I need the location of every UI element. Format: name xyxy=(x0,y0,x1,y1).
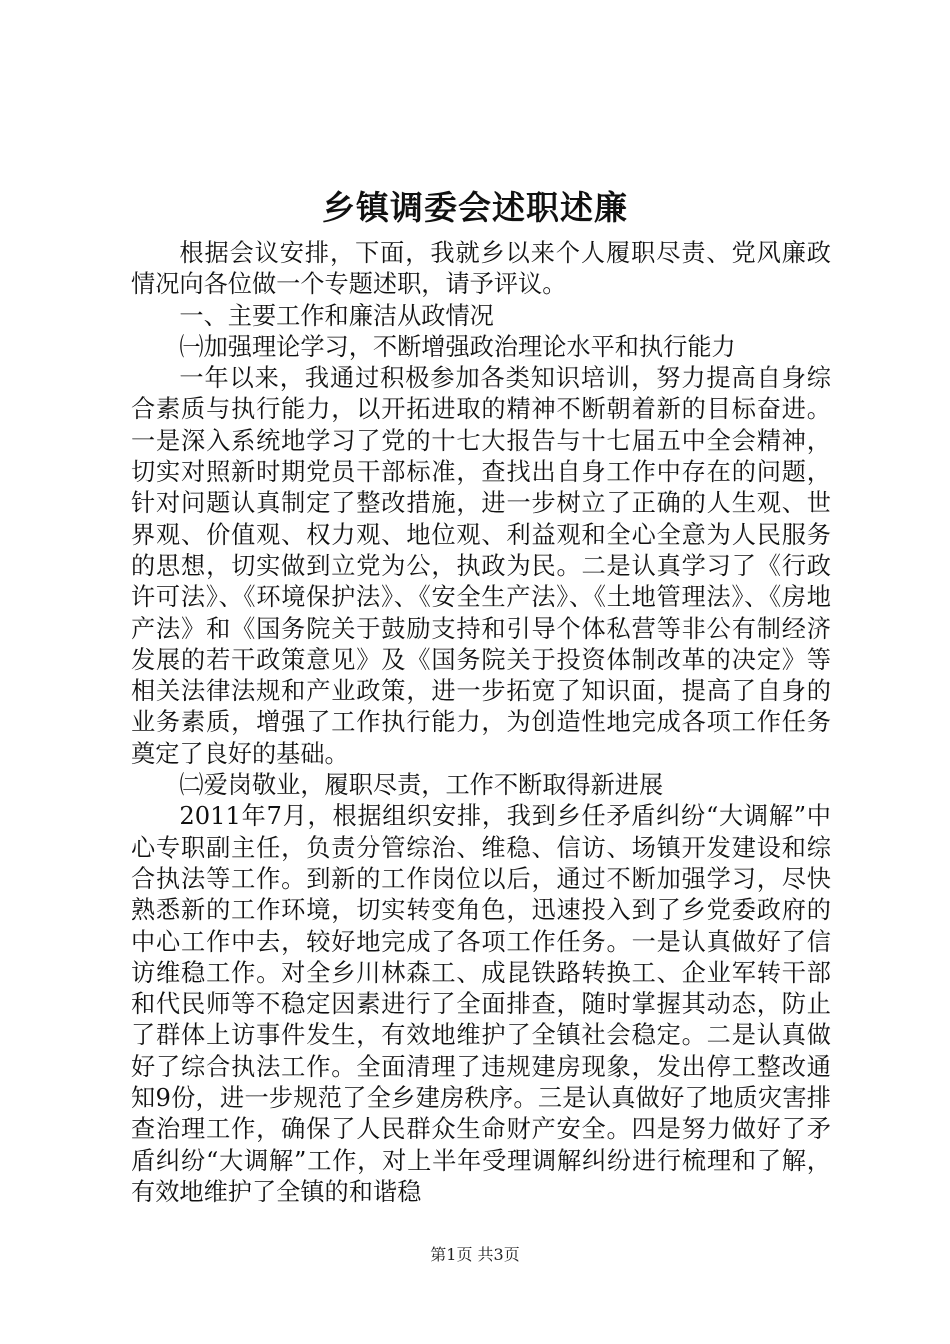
section-heading-main-work: 一、主要工作和廉洁从政情况 xyxy=(179,301,494,330)
document-body xyxy=(131,238,831,1208)
subsection-heading-theory-study: ㈠加强理论学习，不断增强政治理论水平和执行能力 xyxy=(179,332,736,361)
subsection-heading-dedication: ㈡爱岗敬业，履职尽责，工作不断取得新进展 xyxy=(179,771,664,800)
document-title: 乡镇调委会述职述廉 xyxy=(322,188,628,227)
paragraph-dedication: 2011年7月，根据组织安排，我到乡任矛盾纠纷“大调解”中心专职副主任，负责分管综治、维稳、信访、场镇开发建设和综合执法等工作。到新的工作岗位以后，通过不断加强学习，尽快熟悉新的工作环境，切实转变角色，迅速投入到了乡党委政府的中心工作中去，较好地完成了各项工作任务。一是认真做好了信访维稳工作。对全乡川林森工、成昆铁路转换工、企业军转干部和代民师等不稳定因素进行了全面排查，随时掌握其动态，防止了群体上访事件发生，有效地维护了全镇社会稳定。二是认真做好了综合执法工作。全面清理了违规建房现象，发出停工整改通知9份，进一步规范了全乡建房秩序。三是认真做好了地质灾害排查治理工作，确保了人民群众生命财产安全。四是努力做好了矛盾纠纷“大调解”工作，对上半年受理调解纠纷进行梳理和了解，有效地维护了全镇的和谐稳 xyxy=(131,802,831,1206)
page-footer: 第1页 共3页 xyxy=(430,1245,520,1264)
paragraph-intro: 根据会议安排，下面，我就乡以来个人履职尽责、党风廉政情况向各位做一个专题述职，请予评议。 xyxy=(131,239,831,299)
paragraph-theory-study: 一年以来，我通过积极参加各类知识培训，努力提高自身综合素质与执行能力，以开拓进取的精神不断朝着新的目标奋进。一是深入系统地学习了党的十七大报告与十七届五中全会精神，切实对照新时期党员干部标准，查找出自身工作中存在的问题，针对问题认真制定了整改措施，进一步树立了正确的人生观、世界观、价值观、权力观、地位观、利益观和全心全意为人民服务的思想，切实做到立党为公，执政为民。二是认真学习了《行政许可法》、《环境保护法》、《安全生产法》、《土地管理法》、《房地产法》和《国务院关于鼓励支持和引导个体私营等非公有制经济发展的若干政策意见》及《国务院关于投资体制改革的决定》等相关法律法规和产业政策，进一步拓宽了知识面，提高了自身的业务素质，增强了工作执行能力，为创造性地完成各项工作任务奠定了良好的基础。 xyxy=(131,364,831,768)
